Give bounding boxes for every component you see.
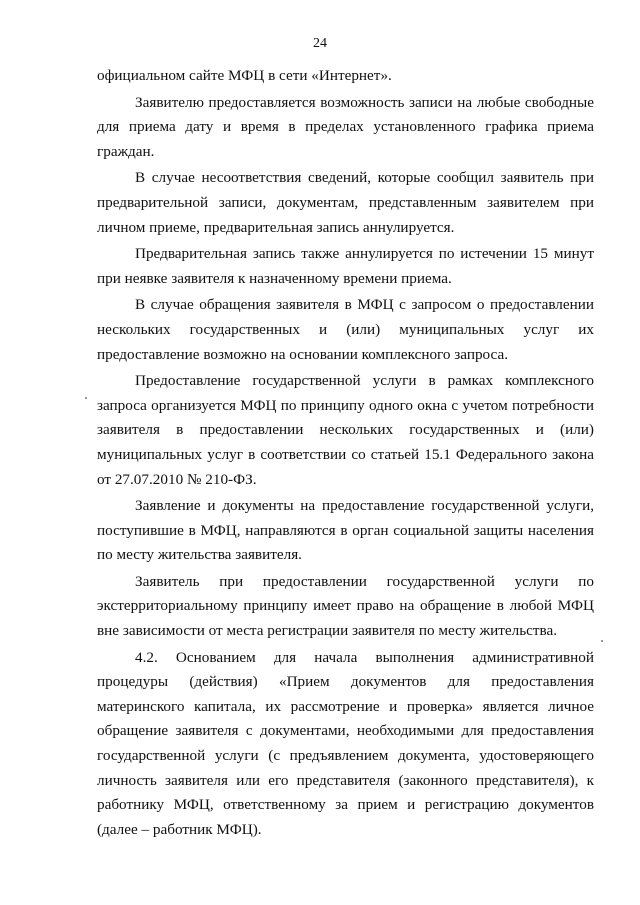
page-number: 24 — [313, 36, 327, 51]
document-body — [97, 64, 594, 844]
paragraph: Заявитель при предоставлении государственной услуги по экстерриториальному принципу имеет право на обращение в любой МФЦ вне зависимости от места регистрации заявителя по месту жительства. — [97, 572, 594, 640]
paragraph: Предварительная запись также аннулируется по истечении 15 минут при неявке заявителя к назначенному времени приема. — [97, 245, 594, 287]
scan-speck — [601, 640, 603, 642]
paragraph: В случае несоответствия сведений, которые сообщил заявитель при предварительной записи, документам, представленным заявителем при личном приеме, предварительная запись аннулируется. — [97, 169, 594, 236]
scan-speck — [85, 397, 87, 399]
paragraph: В случае обращения заявителя в МФЦ с запросом о предоставлении нескольких государственных и (или) муниципальных услуг их предоставление возможно на основании комплексного запроса. — [97, 296, 594, 363]
paragraph-section-4-2: 4.2. Основанием для начала выполнения административной процедуры (действия) «Прием документов для предоставления материнского капитала, их рассмотрение и проверка» является личное обращение заявителя с документами, необходимыми для предоставления государственной услуги (с предъявлением документа, удостоверяющего личность заявителя или его представителя (законного представителя), к работнику МФЦ, ответственному за прием и регистрацию документов (далее – работник МФЦ). — [97, 648, 594, 838]
paragraph-continuation: официальном сайте МФЦ в сети «Интернет». — [97, 67, 392, 84]
paragraph: Заявление и документы на предоставление государственной услуги, поступившие в МФЦ, направляются в орган социальной защиты населения по месту жительства заявителя. — [97, 497, 594, 564]
paragraph: Заявителю предоставляется возможность записи на любые свободные для приема дату и время в пределах установленного графика приема граждан. — [97, 93, 594, 160]
paragraph: Предоставление государственной услуги в рамках комплексного запроса организуется МФЦ по принципу одного окна с учетом потребности заявителя в предоставлении нескольких государственных и (или) муниципальных услуг в соответствии со статьей 15.1 Федерального закона от 27.07.2010 № 210-ФЗ. — [97, 372, 594, 488]
